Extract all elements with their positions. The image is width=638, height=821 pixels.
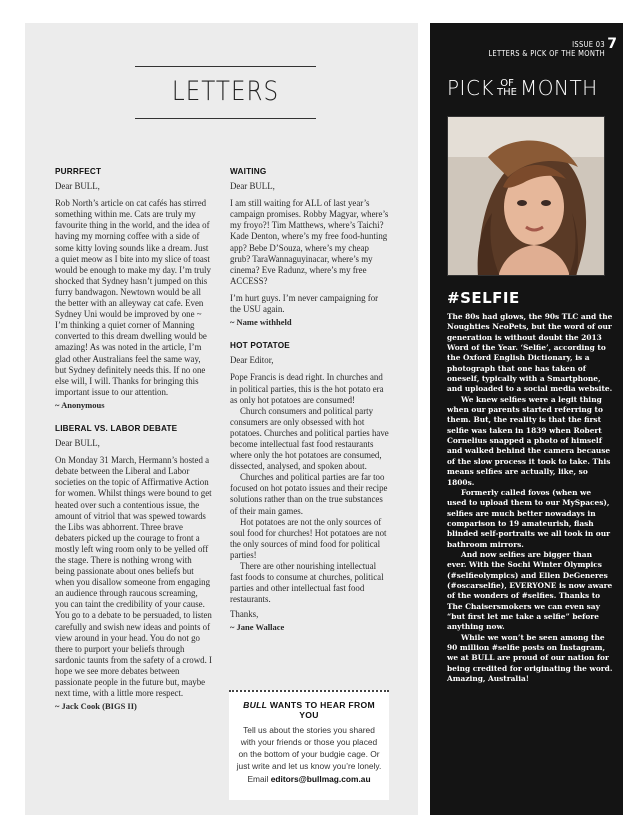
letters-column-right [230,166,390,646]
title-rule-bottom [135,118,316,119]
pick-of-month-title [447,76,598,100]
issue-number: ISSUE 03 [572,40,605,49]
letter-paragraph: Churches and political parties are far too focused on hot potato issues and their recipe solutions rather than on the true substances of their main games. [230,472,388,516]
letter-signature: ~ Anonymous [55,399,105,410]
pick-title-stack [497,79,517,97]
letter-paragraph: Church consumers and political party consumers are only obsessed with hot potatoes. Churches and political parties have become intellectual fast food restaurants where only the hot potatoes are consumed, dissected, analysed, and spoken about. [230,405,389,472]
pick-title-left: PICK [447,76,495,100]
selfie-heading: #SELFIE [447,289,520,307]
selfie-paragraph: While we won’t be seen among the 90 million #selfie posts on Instagram, we at BULL are proud of our nation for being credited for originating the word. Amazing, Australia! [447,632,613,684]
contact-callout [229,690,389,800]
letter-greeting: Dear BULL, [55,181,100,192]
selfie-article [447,312,613,684]
callout-body: Tell us about the stories you shared with your friends or those you placed on the bottom of your budgie cage. Or just write and let us know you’re lonely. [236,725,382,771]
letter-heading-purrfect: PURRFECT [55,167,102,176]
letter-body-waiting: I am still waiting for ALL of last year’s campaign promises. Robby Magyar, where’s my froyo?! Tim Matthews, where’s Taichi? Kade Denton, where’s my free food-hunting app? Bebe D’Souza, where’s my cheap grub? TaraWannaguyinacar, where’s my cinema? Eve Radunz, where’s my free ACCESS? [230,198,389,286]
letter-thanks: Thanks, [230,609,259,620]
letter-signature: ~ Jane Wallace [230,622,285,633]
letter-greeting: Dear Editor, [230,355,274,366]
letter-heading-potatoe: HOT POTATOE [230,341,290,351]
letter-paragraph: Hot potatoes are not the only sources of soul food for churches! Hot potatoes are not the only sources of mind food for political parties! [230,516,387,560]
callout-email-label: Email [247,774,269,784]
selfie-photo [447,116,605,276]
selfie-paragraph: Formerly called fovos (when we used to upload them to our MySpaces), selfies are much better nowadays in comparison to 19 amateurish, flash blinded self-portraits we all took in our bathroom mirrors. [447,487,610,549]
callout-heading [235,700,383,720]
letter-signature: ~ Name withheld [230,317,292,328]
page-title: LETTERS [171,77,280,107]
section-name: LETTERS & PICK OF THE MONTH [488,49,605,58]
selfie-paragraph: We knew selfies were a legit thing when our parents started referring to them. But, the reality is that the first selfie was taken in 1839 when Robert Cornelius snapped a photo of himself and walked behind the camera because of the slow process it took to take. This means selfies are actually, like, so 1800s. [447,394,611,487]
selfie-paragraph: The 80s had glows, the 90s TLC and the Noughties NeoPets, but the word of our generation is without doubt the 2013 Word of the Year. ‘Selfie’, according to the Oxford English Dictionary, is a photograph that one has taken of oneself, typically with a Smartphone, and uploaded to a social media website. [447,312,613,394]
pick-title-the: THE [497,87,517,98]
letter-body-debate: On Monday 31 March, Hermann’s hosted a debate between the Liberal and Labor societies on the topic of Affirmative Action for women. Whilst things were bound to get heated over such a contentious issue, the amount of vitriol that was spewed towards the Libs was abhorrent. Three brave debaters picked up the courage to front a mostly left wing room only to be yelled off the stage. There is nothing wrong with being passionate about ones beliefs but when you disallow someone from engaging an audience through raucous screaming, you can taint the credibility of your cause. You go to a debate to be persuaded, to listen carefully and swish new ideas and points of view around in your head. You do not go there to purport your beliefs through sardonic taunts from the safety of a crowd. I hope we see more debates between passionate people in the future but, maybe next time, with a little more respect. [55,455,212,699]
letter-heading-debate: LIBERAL VS. LABOR DEBATE [55,423,178,433]
callout-email-line [235,774,383,784]
letter-signature: ~ Jack Cook (BIGS II) [55,701,137,712]
callout-heading-text: WANTS TO HEAR FROM YOU [269,700,375,720]
selfie-photo-illustration [448,117,605,276]
letter-greeting: Dear BULL, [55,438,100,449]
letter-heading-waiting: WAITING [230,167,267,176]
issue-header [488,40,605,58]
page-number: 7 [607,36,617,52]
callout-brand: BULL [243,700,268,710]
callout-email-link[interactable]: editors@bullmag.com.au [270,774,371,784]
selfie-paragraph: And now selfies are bigger than ever. With the Sochi Winter Olympics (#selfieolympics) and Ellen DeGeneres (#oscarselfie), EVERYONE is now aware of the wonders of #selfies. Thanks to The Chaisersmokers we can even say “but first let me take a selfie” before anything now. [447,549,613,632]
pick-title-right: MONTH [520,76,598,100]
letter-greeting: Dear BULL, [230,181,275,192]
letter-paragraph: There are other nourishing intellectual fast foods to consume at churches, political parties and other intellectual fast food restaurants. [230,561,384,605]
letter-paragraph: Pope Francis is dead right. In churches and in political parties, this is the hot potato era as only hot potatoes are consumed! [230,372,384,405]
letters-column-left [55,166,213,724]
letter-body-purrfect: Rob North’s article on cat cafés has stirred something within me. Cats are truly my favourite thing in the world, and the idea of having my morning coffee with a side of some kitty loving sounds like a dream. Just a quiet meow as I bite into my slice of toast would be enough to make my day. I’m truly shocked that Sydney hasn’t jumped on this furry bandwagon. Newtown would be all the better with an alleyway cat cafe. Even Sydney Uni would be improved by one ~ I’m thinking a quiet corner of Manning converted to this dream dwelling would be amazing! As was noted in the article, I’m glad other Australians feel the same way, but Sydney definitely needs this. If no one else will, I will. Thanks for bringing this important issue to our attention. [55,198,211,397]
pick-title-of: OF [500,78,514,89]
letter-body-waiting-2: I’m hurt guys. I’m never campaigning for the USU again. [230,292,379,315]
title-rule-top [135,66,316,67]
